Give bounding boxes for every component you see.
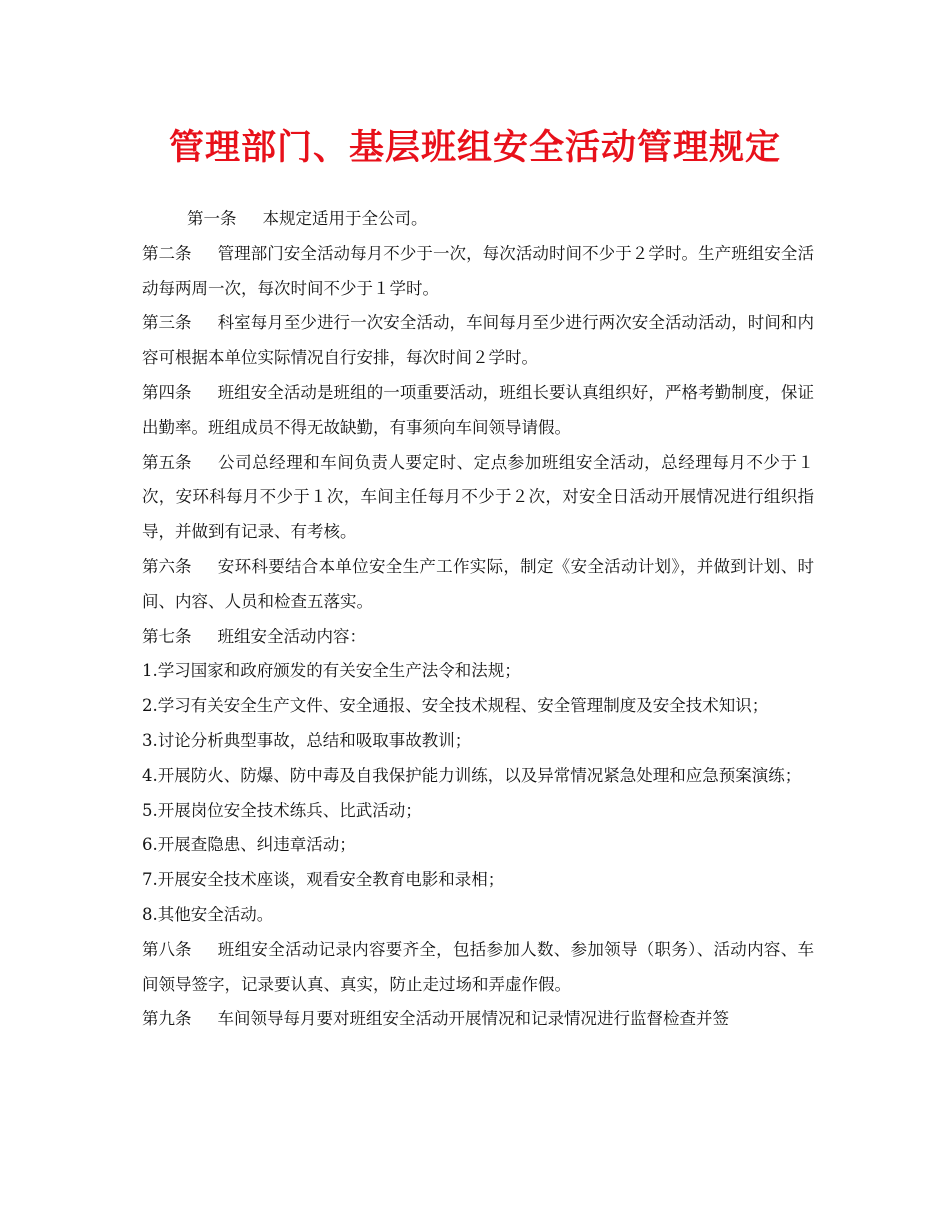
article-number: 第八条 <box>142 939 192 959</box>
list-item: 1.学习国家和政府颁发的有关安全生产法令和法规； <box>142 661 521 681</box>
list-item: 7.开展安全技术座谈，观看安全教育电影和录相； <box>142 870 505 890</box>
list-item: 3.讨论分析典型事故，总结和吸取事故教训； <box>142 730 472 750</box>
article-text: 本规定适用于全公司。 <box>262 209 428 228</box>
article-text: 车间领导每月要对班组安全活动开展情况和记录情况进行监督检查并签 <box>217 1009 729 1029</box>
article-text: 班组安全活动记录内容要齐全，包括参加人数、参加领导（职务）、活动内容、车间领导签字，记录要认真、真实，防止走过场和弄虚作假。 <box>142 939 814 994</box>
article-6 <box>142 550 814 620</box>
article-text: 班组安全活动内容： <box>217 626 366 646</box>
article-2 <box>142 237 814 307</box>
article-number: 第六条 <box>142 556 192 576</box>
list-item: 4.开展防火、防爆、防中毒及自我保护能力训练，以及异常情况紧急处理和应急预案演练； <box>142 765 802 785</box>
article-1 <box>142 202 814 237</box>
document-body <box>142 202 814 1037</box>
article-number: 第七条 <box>142 626 192 646</box>
list-item: 5.开展岗位安全技术练兵、比武活动； <box>142 800 422 820</box>
list-item: 8.其他安全活动。 <box>142 904 274 924</box>
article-number: 第四条 <box>142 382 192 402</box>
document-title: 管理部门、基层班组安全活动管理规定 <box>168 127 781 168</box>
article-8 <box>142 933 814 1003</box>
article-number: 第一条 <box>187 209 237 228</box>
list-item: 2.学习有关安全生产文件、安全通报、安全技术规程、安全管理制度及安全技术知识； <box>142 696 769 716</box>
article-3 <box>142 306 814 376</box>
article-number: 第三条 <box>142 313 192 333</box>
article-9 <box>142 1002 814 1037</box>
article-number: 第五条 <box>142 452 192 472</box>
article-5 <box>142 446 814 550</box>
article-number: 第九条 <box>142 1009 192 1029</box>
article-text: 公司总经理和车间负责人要定时、定点参加班组安全活动，总经理每月不少于１次，安环科每月不少于１次，车间主任每月不少于２次，对安全日活动开展情况进行组织指导，并做到有记录、有考核。 <box>142 452 814 542</box>
article-text: 班组安全活动是班组的一项重要活动，班组长要认真组织好，严格考勤制度，保证出勤率。班组成员不得无故缺勤，有事须向车间领导请假。 <box>142 382 814 437</box>
article-text: 科室每月至少进行一次安全活动，车间每月至少进行两次安全活动活动，时间和内容可根据本单位实际情况自行安排，每次时间２学时。 <box>142 313 814 368</box>
list-item: 6.开展查隐患、纠违章活动； <box>142 835 356 855</box>
article-text: 安环科要结合本单位安全生产工作实际，制定《安全活动计划》，并做到计划、时间、内容、人员和检查五落实。 <box>142 556 814 611</box>
article-number: 第二条 <box>142 243 192 263</box>
article-text: 管理部门安全活动每月不少于一次，每次活动时间不少于２学时。生产班组安全活动每两周一次，每次时间不少于１学时。 <box>142 243 814 298</box>
article-4 <box>142 376 814 446</box>
article-7 <box>142 620 814 655</box>
